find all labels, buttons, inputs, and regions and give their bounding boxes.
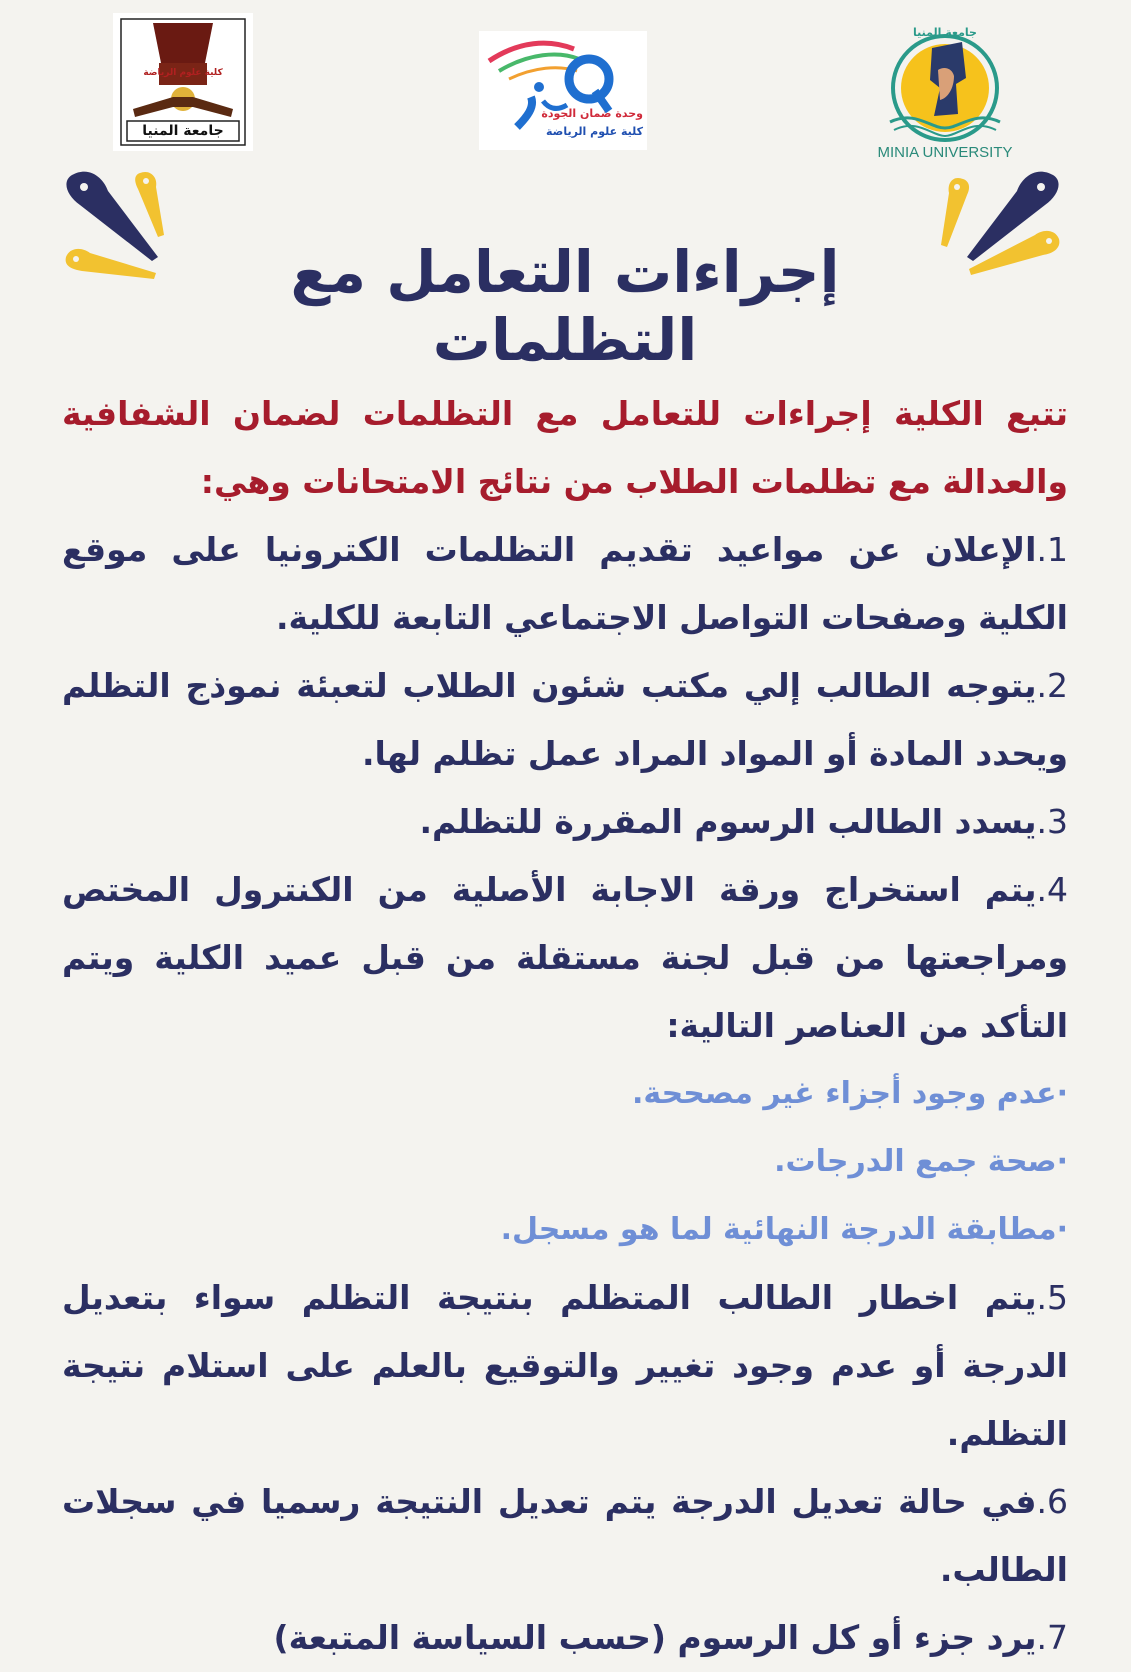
step-item (62, 1604, 1068, 1672)
step-number: 1. (1036, 530, 1068, 569)
quality-unit-name: وحدة ضمان الجودة (541, 107, 643, 120)
step-item (62, 856, 1068, 1060)
step-text: في حالة تعديل الدرجة يتم تعديل النتيجة رسميا في سجلات الطالب. (62, 1482, 1068, 1589)
minia-university-logo (870, 18, 1020, 168)
step-item (62, 1468, 1068, 1604)
intro-paragraph: تتبع الكلية إجراءات للتعامل مع التظلمات لضمان الشفافية والعدالة مع تظلمات الطلاب من نتائج الامتحانات وهي: (62, 394, 1068, 501)
step-text: يسدد الطالب الرسوم المقررة للتظلم. (419, 802, 1037, 841)
step-item (62, 516, 1068, 652)
step-number: 7. (1036, 1618, 1068, 1657)
step-text: يتوجه الطالب إلي مكتب شئون الطلاب لتعبئة نموذج التظلم ويحدد المادة أو المواد المراد عمل تظلم لها. (62, 666, 1068, 773)
step-number: 5. (1036, 1278, 1068, 1317)
check-item: ·مطابقة الدرجة النهائية لما هو مسجل. (500, 1212, 1068, 1247)
procedures-content (62, 380, 1068, 1672)
minia-logo-english: MINIA UNIVERSITY (877, 144, 1013, 161)
minia-logo-arabic: جامعة المنيا (913, 26, 977, 39)
quality-unit-logo (479, 31, 647, 150)
right-splash-icon (935, 165, 1065, 295)
faculty-logo-university: جامعة المنيا (142, 123, 224, 139)
step-number: 6. (1036, 1482, 1068, 1521)
step-text: يرد جزء أو كل الرسوم (حسب السياسة المتبعة) (273, 1618, 1037, 1657)
page-title: إجراءات التعامل مع التظلمات (290, 238, 840, 374)
step-text: الإعلان عن مواعيد تقديم التظلمات الكترونيا على موقع الكلية وصفحات التواصل الاجتماعي التابعة للكلية. (62, 530, 1068, 637)
step-item (62, 1264, 1068, 1468)
quality-unit-faculty: كلية علوم الرياضة (546, 125, 643, 138)
check-item: ·صحة جمع الدرجات. (774, 1144, 1068, 1179)
step-number: 2. (1036, 666, 1068, 705)
step-number: 3. (1036, 802, 1068, 841)
step-text: يتم اخطار الطالب المتظلم بنتيجة التظلم سواء بتعديل الدرجة أو عدم وجود تغيير والتوقيع بالعلم على استلام نتيجة التظلم. (62, 1278, 1068, 1453)
faculty-logo (113, 13, 253, 151)
step-item (62, 788, 1068, 856)
step-text: يتم استخراج ورقة الاجابة الأصلية من الكنترول المختص ومراجعتها من قبل لجنة مستقلة من قبل عميد الكلية ويتم التأكد من العناصر التالية: (62, 870, 1068, 1045)
step-item (62, 652, 1068, 788)
faculty-logo-caption: كلية علوم الرياضة (143, 68, 223, 78)
step-number: 4. (1036, 870, 1068, 909)
left-splash-icon (60, 165, 190, 295)
check-item: ·عدم وجود أجزاء غير مصححة. (631, 1076, 1068, 1111)
